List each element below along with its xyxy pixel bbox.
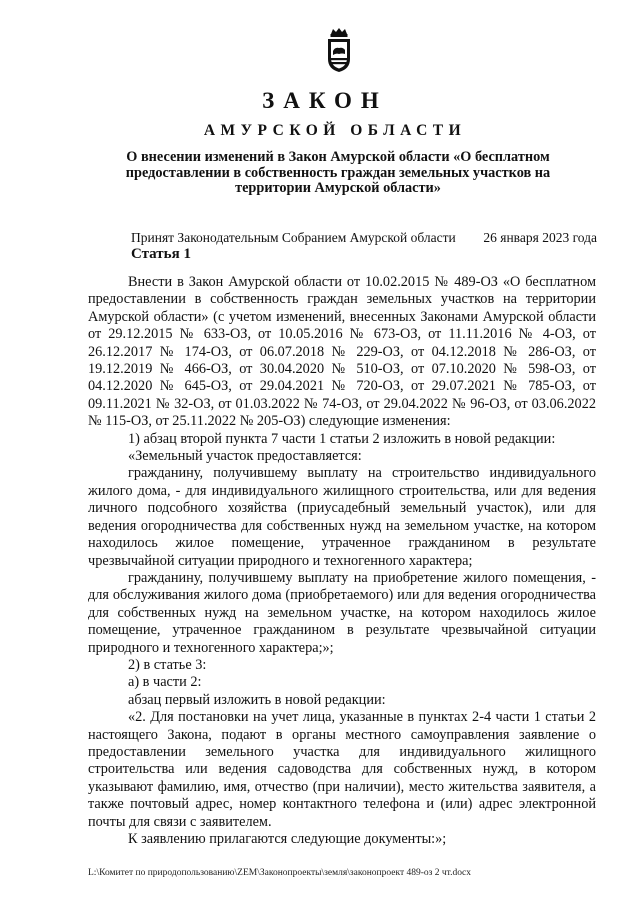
paragraph: 2) в статье 3: <box>128 656 207 673</box>
adoption-date: 26 января 2023 года <box>483 230 597 245</box>
file-path-footer: L:\Комитет по природопользованию\ZEM\Законопроекты\земля\законопроект 489-оз 2 чт.docx <box>88 868 471 878</box>
law-subject-title: О внесении изменений в Закон Амурской области «О бесплатном предоставлении в собственность граждан земельных участков на территории Амурской области» <box>125 149 551 196</box>
paragraph: Внести в Закон Амурской области от 10.02.2015 № 489-ОЗ «О бесплатном предоставлении в собственность граждан земельных участков на территории Амурской области» (с учетом изменений, внесенных Законами Амурской области от 29.12.2015 № 633-ОЗ, от 10.05.2016 № 673-ОЗ, от 11.11.2016 № 4-ОЗ, от 26.12.2017 № 174-ОЗ, от 06.07.2018 № 229-ОЗ, от 04.12.2018 № 286-ОЗ, от 19.12.2019 № 466-ОЗ, от 30.04.2020 № 510-ОЗ, от 07.10.2020 № 598-ОЗ, от 04.12.2020 № 645-ОЗ, от 29.04.2021 № 720-ОЗ, от 29.07.2021 № 785-ОЗ, от 09.11.2021 № 32-ОЗ, от 01.03.2022 № 74-ОЗ, от 29.04.2022 № 96-ОЗ, от 03.06.2022 № 115-ОЗ, от 25.11.2022 № 205-ОЗ) следующие изменения: <box>88 274 596 430</box>
paragraph: абзац первый изложить в новой редакции: <box>128 691 386 708</box>
paragraph: гражданину, получившему выплату на строительство индивидуального жилого дома, - для индивидуального жилищного строительства, или для ведения личного подсобного хозяйства (приусадебный земельный участок), или для ведения огородничества для собственных нужд на земельном участке, на котором находилось жилое помещение, утраченное гражданином в результате чрезвычайной ситуации природного и техногенного характера; <box>88 465 596 569</box>
paragraph: К заявлению прилагаются следующие документы:»; <box>128 831 447 847</box>
paragraph: 1) абзац второй пункта 7 части 1 статьи 2 изложить в новой редакции: <box>128 430 556 447</box>
document-type-title: ЗАКОН <box>262 88 388 113</box>
paragraph: «2. Для постановки на учет лица, указанные в пунктах 2-4 части 1 статьи 2 настоящего Закона, подают в органы местного самоуправления заявление о предоставлении земельного участка для индивидуального жилищного строительства или ведения садоводства для собственных нужд, в котором указывают фамилию, имя, отчество (при наличии), место жительства заявителя, а также почтовый адрес, номер контактного телефона и (или) адрес электронной почты для связи с заявителем. <box>88 709 596 830</box>
region-title: АМУРСКОЙ ОБЛАСТИ <box>203 122 467 139</box>
paragraph: а) в части 2: <box>128 674 202 691</box>
adopting-body: Принят Законодательным Собранием Амурской области <box>131 230 456 245</box>
amur-region-coat-of-arms-icon <box>325 27 353 73</box>
paragraph: гражданину, получившему выплату на приобретение жилого помещения, - для обслуживания жилого дома (приобретаемого) или для ведения огородничества для собственных нужд на земельном участке, на котором находилось жилое помещение, утраченное гражданином в результате чрезвычайной ситуации природного и техногенного характера;»; <box>88 569 596 656</box>
paragraph: «Земельный участок предоставляется: <box>128 448 362 465</box>
article-heading: Статья 1 <box>131 246 191 262</box>
article-body <box>88 274 596 848</box>
adoption-line <box>131 230 597 246</box>
